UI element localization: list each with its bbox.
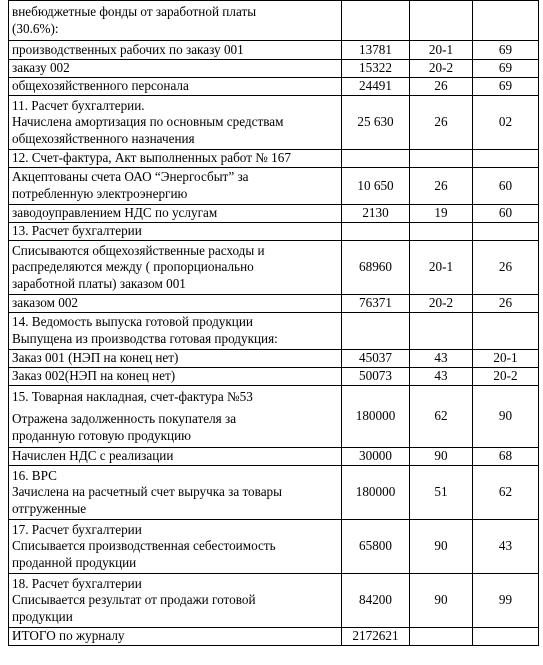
debit-cell: 62 — [410, 386, 473, 448]
debit-cell: 51 — [410, 466, 473, 520]
operation-description: заводоуправлением НДС по услугам — [9, 205, 342, 223]
operation-description: Начислен НДС с реализации — [9, 448, 342, 466]
operation-description: 13. Расчет бухгалтерии — [9, 223, 342, 241]
table-row — [9, 168, 539, 205]
table-row — [9, 205, 539, 223]
table-row — [9, 386, 539, 448]
total-amount: 2172621 — [342, 628, 410, 646]
debit-cell: 26 — [410, 96, 473, 150]
amount-cell: 76371 — [342, 295, 410, 313]
table-row — [9, 1, 539, 41]
debit-cell: 26 — [410, 78, 473, 96]
credit-cell: 26 — [473, 241, 539, 295]
debit-cell: 26 — [410, 168, 473, 205]
table-row — [9, 350, 539, 368]
credit-cell: 20-2 — [473, 368, 539, 386]
credit-cell — [473, 313, 539, 350]
amount-cell: 65800 — [342, 520, 410, 574]
operation-description: 15. Товарная накладная, счет-фактура №53 Отражена задолженность покупателя за проданную готовую продукцию — [9, 386, 342, 448]
table-row — [9, 150, 539, 168]
total-row — [9, 628, 539, 646]
credit-cell — [473, 150, 539, 168]
amount-cell: 15322 — [342, 60, 410, 78]
table-row — [9, 368, 539, 386]
operation-description: производственных рабочих по заказу 001 — [9, 41, 342, 60]
operation-description: заказом 002 — [9, 295, 342, 313]
debit-cell — [410, 223, 473, 241]
credit-cell: 43 — [473, 520, 539, 574]
journal-page — [8, 0, 539, 646]
operation-description: 11. Расчет бухгалтерии. Начислена амортизация по основным средствам общехозяйственного назначения — [9, 96, 342, 150]
debit-cell — [410, 1, 473, 41]
table-row — [9, 466, 539, 520]
credit-cell: 69 — [473, 78, 539, 96]
credit-cell: 26 — [473, 295, 539, 313]
operation-description: 14. Ведомость выпуска готовой продукции Выпущена из производства готовая продукция: — [9, 313, 342, 350]
table-row — [9, 78, 539, 96]
operation-description: заказу 002 — [9, 60, 342, 78]
operation-description: Списываются общехозяйственные расходы и распределяются между ( пропорционально заработной платы) заказом 001 — [9, 241, 342, 295]
amount-cell: 180000 — [342, 386, 410, 448]
credit-cell: 99 — [473, 574, 539, 628]
credit-cell: 60 — [473, 205, 539, 223]
credit-cell: 62 — [473, 466, 539, 520]
credit-cell: 20-1 — [473, 350, 539, 368]
operation-description: 12. Счет-фактура, Акт выполненных работ № 167 — [9, 150, 342, 168]
credit-cell: 68 — [473, 448, 539, 466]
table-row — [9, 41, 539, 60]
credit-cell — [473, 223, 539, 241]
credit-cell: 02 — [473, 96, 539, 150]
debit-cell: 43 — [410, 350, 473, 368]
debit-cell: 43 — [410, 368, 473, 386]
credit-cell: 69 — [473, 41, 539, 60]
table-row — [9, 520, 539, 574]
amount-cell — [342, 223, 410, 241]
amount-cell: 84200 — [342, 574, 410, 628]
debit-cell: 90 — [410, 520, 473, 574]
amount-cell: 30000 — [342, 448, 410, 466]
operation-description: 18. Расчет бухгалтерии Списывается результат от продажи готовой продукции — [9, 574, 342, 628]
debit-cell — [410, 628, 473, 646]
amount-cell — [342, 1, 410, 41]
operation-description: Заказ 002(НЭП на конец нет) — [9, 368, 342, 386]
total-label: ИТОГО по журналу — [9, 628, 342, 646]
operation-description: 16. ВРС Зачислена на расчетный счет выручка за товары отгруженные — [9, 466, 342, 520]
debit-cell: 90 — [410, 448, 473, 466]
operation-description: внебюджетные фонды от заработной платы (30.6%): — [9, 1, 342, 41]
amount-cell: 10 650 — [342, 168, 410, 205]
journal-table — [8, 0, 539, 646]
amount-cell: 13781 — [342, 41, 410, 60]
debit-cell: 20-2 — [410, 295, 473, 313]
debit-cell — [410, 150, 473, 168]
credit-cell: 60 — [473, 168, 539, 205]
amount-cell: 50073 — [342, 368, 410, 386]
table-row — [9, 241, 539, 295]
table-row — [9, 295, 539, 313]
amount-cell — [342, 313, 410, 350]
table-row — [9, 313, 539, 350]
credit-cell — [473, 628, 539, 646]
debit-cell: 20-1 — [410, 41, 473, 60]
amount-cell: 180000 — [342, 466, 410, 520]
credit-cell: 90 — [473, 386, 539, 448]
table-row — [9, 448, 539, 466]
amount-cell: 24491 — [342, 78, 410, 96]
debit-cell: 90 — [410, 574, 473, 628]
operation-description: Заказ 001 (НЭП на конец нет) — [9, 350, 342, 368]
amount-cell: 45037 — [342, 350, 410, 368]
amount-cell — [342, 150, 410, 168]
table-row — [9, 60, 539, 78]
table-row — [9, 223, 539, 241]
credit-cell — [473, 1, 539, 41]
credit-cell: 69 — [473, 60, 539, 78]
debit-cell: 20-2 — [410, 60, 473, 78]
operation-description: Акцептованы счета ОАО “Энергосбыт” за потребленную электроэнергию — [9, 168, 342, 205]
operation-description: 17. Расчет бухгалтерии Списывается производственная себестоимость проданной продукции — [9, 520, 342, 574]
table-row — [9, 574, 539, 628]
table-row — [9, 96, 539, 150]
debit-cell: 19 — [410, 205, 473, 223]
debit-cell: 20-1 — [410, 241, 473, 295]
debit-cell — [410, 313, 473, 350]
operation-description: общехозяйственного персонала — [9, 78, 342, 96]
amount-cell: 25 630 — [342, 96, 410, 150]
amount-cell: 68960 — [342, 241, 410, 295]
amount-cell: 2130 — [342, 205, 410, 223]
